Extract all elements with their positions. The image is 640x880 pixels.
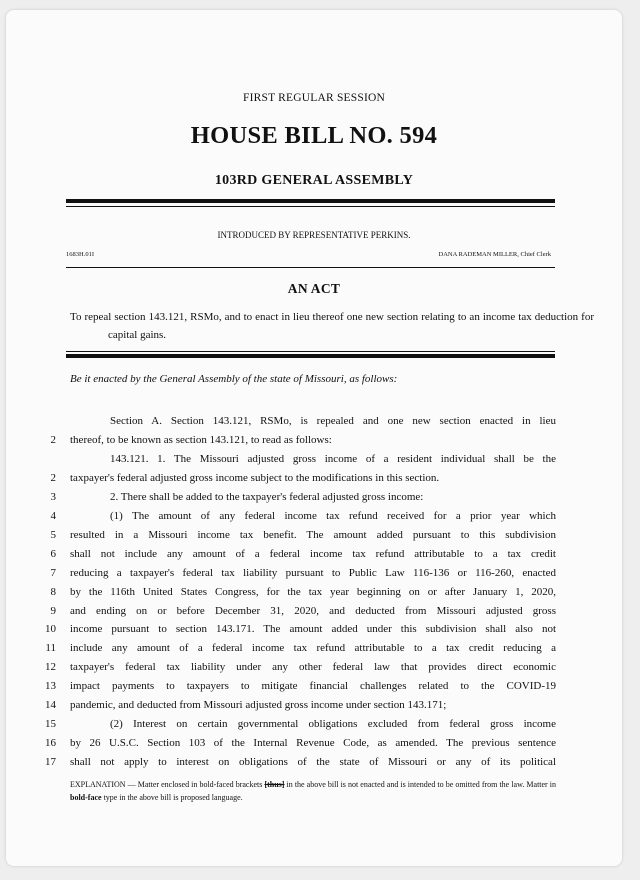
chief-clerk: DANA RADEMAN MILLER, Chief Clerk xyxy=(438,251,551,258)
line-text: taxpayer's federal adjusted gross income subject to the modifications in this section. xyxy=(70,471,440,484)
line-number: 10 xyxy=(45,623,56,636)
line-number: 16 xyxy=(45,737,56,750)
bill-line xyxy=(6,545,622,563)
line-number: 14 xyxy=(45,699,56,712)
line-text: by the 116th United States Congress, for the tax year beginning on or after January 1, 2020, xyxy=(70,585,556,598)
bill-line xyxy=(6,431,622,449)
line-text: taxpayer's federal tax liability under any other federal law that provides direct economic xyxy=(70,661,556,674)
bill-line xyxy=(6,507,622,525)
line-number: 12 xyxy=(45,661,56,674)
bill-line xyxy=(6,583,622,601)
line-number: 3 xyxy=(50,490,56,503)
line-text: reducing a taxpayer's federal tax liability pursuant to Public Law 116-136 or 116-260, enacted xyxy=(70,566,556,579)
session-label: FIRST REGULAR SESSION xyxy=(242,92,385,104)
introduced-by: INTRODUCED BY REPRESENTATIVE PERKINS. xyxy=(217,230,411,240)
line-text: shall not apply to interest on obligations of the state of Missouri or any of its political xyxy=(70,756,556,769)
bill-line xyxy=(6,696,622,714)
line-number: 5 xyxy=(50,528,56,541)
bill-line xyxy=(6,639,622,657)
line-number: 11 xyxy=(45,642,56,655)
header-divider xyxy=(66,267,555,268)
top-rule-thin xyxy=(66,206,555,207)
line-text: by 26 U.S.C. Section 103 of the Internal Revenue Code, as amended. The previous sentence xyxy=(70,737,556,750)
line-text: income pursuant to section 143.171. The amount added under this subdivision shall also not xyxy=(70,623,556,636)
bill-line xyxy=(6,488,622,506)
line-number: 8 xyxy=(50,585,56,598)
line-number: 7 xyxy=(50,566,56,579)
document-page xyxy=(6,10,622,866)
mid-rule-thin xyxy=(66,351,555,352)
line-number: 9 xyxy=(50,604,56,617)
line-text: resulted in a Missouri income tax benefit. The amount added pursuant to this subdivision xyxy=(70,528,556,541)
line-text: shall not include any amount of a federal income tax refund attributable to a tax credit xyxy=(70,547,556,560)
bill-line xyxy=(6,602,622,620)
act-summary: To repeal section 143.121, RSMo, and to enact in lieu thereof one new section relating to an income tax deduction for capital gains. xyxy=(70,311,594,341)
line-text: pandemic, and deducted from Missouri adjusted gross income under section 143.171; xyxy=(70,699,447,712)
line-number: 6 xyxy=(50,547,56,560)
bill-line xyxy=(6,469,622,487)
line-text: Section A. Section 143.121, RSMo, is repealed and one new section enacted in lieu xyxy=(110,415,556,427)
mid-rule-thick xyxy=(66,354,555,358)
line-number: 17 xyxy=(45,756,56,769)
bill-line xyxy=(6,412,622,430)
bill-line xyxy=(6,620,622,638)
boldface-sample: bold-face xyxy=(70,793,102,802)
explanation-text-1: Matter enclosed in bold-faced brackets xyxy=(137,780,263,789)
top-rule-thick xyxy=(66,199,555,203)
line-number: 13 xyxy=(45,680,56,693)
bill-line xyxy=(6,564,622,582)
bill-line xyxy=(6,526,622,544)
bill-title: HOUSE BILL NO. 594 xyxy=(190,122,438,149)
line-text: impact payments to taxpayers to mitigate financial challenges related to the COVID-19 xyxy=(70,680,556,693)
line-text: include any amount of a federal income tax refund attributable to a tax credit reducing a xyxy=(70,642,556,655)
bill-line xyxy=(6,715,622,733)
line-number: 2 xyxy=(50,433,56,446)
line-number: 2 xyxy=(50,471,56,484)
bill-line xyxy=(6,450,622,468)
line-text: (1) The amount of any federal income tax refund received for a prior year which xyxy=(110,509,556,522)
explanation-text-2: in the above bill is not enacted and is intended to be omitted from the law. Matter in xyxy=(286,780,557,789)
explanation-label: EXPLANATION — xyxy=(70,780,136,789)
enacting-clause: Be it enacted by the General Assembly of the state of Missouri, as follows: xyxy=(70,373,398,385)
bill-line xyxy=(6,677,622,695)
line-text: 143.121. 1. The Missouri adjusted gross income of a resident individual shall be the xyxy=(110,452,556,465)
line-text: 2. There shall be added to the taxpayer's federal adjusted gross income: xyxy=(110,490,424,503)
bill-line xyxy=(6,734,622,752)
bill-line xyxy=(6,753,622,771)
bill-line xyxy=(6,658,622,676)
line-number: 15 xyxy=(45,718,56,731)
struck-sample: [thus] xyxy=(264,780,285,789)
act-heading: AN ACT xyxy=(287,281,341,296)
explanation-footer xyxy=(70,778,556,804)
assembly-label: 103RD GENERAL ASSEMBLY xyxy=(214,173,414,188)
explanation-text-3: type in the above bill is proposed language. xyxy=(103,793,243,802)
line-text: and ending on or before December 31, 2020, and deducted from Missouri adjusted gross xyxy=(70,604,556,617)
line-number: 4 xyxy=(50,509,56,522)
bill-number: 1683H.01I xyxy=(66,251,94,258)
line-text: (2) Interest on certain governmental obligations excluded from federal gross income xyxy=(110,718,556,731)
line-text: thereof, to be known as section 143.121, to read as follows: xyxy=(70,433,332,446)
